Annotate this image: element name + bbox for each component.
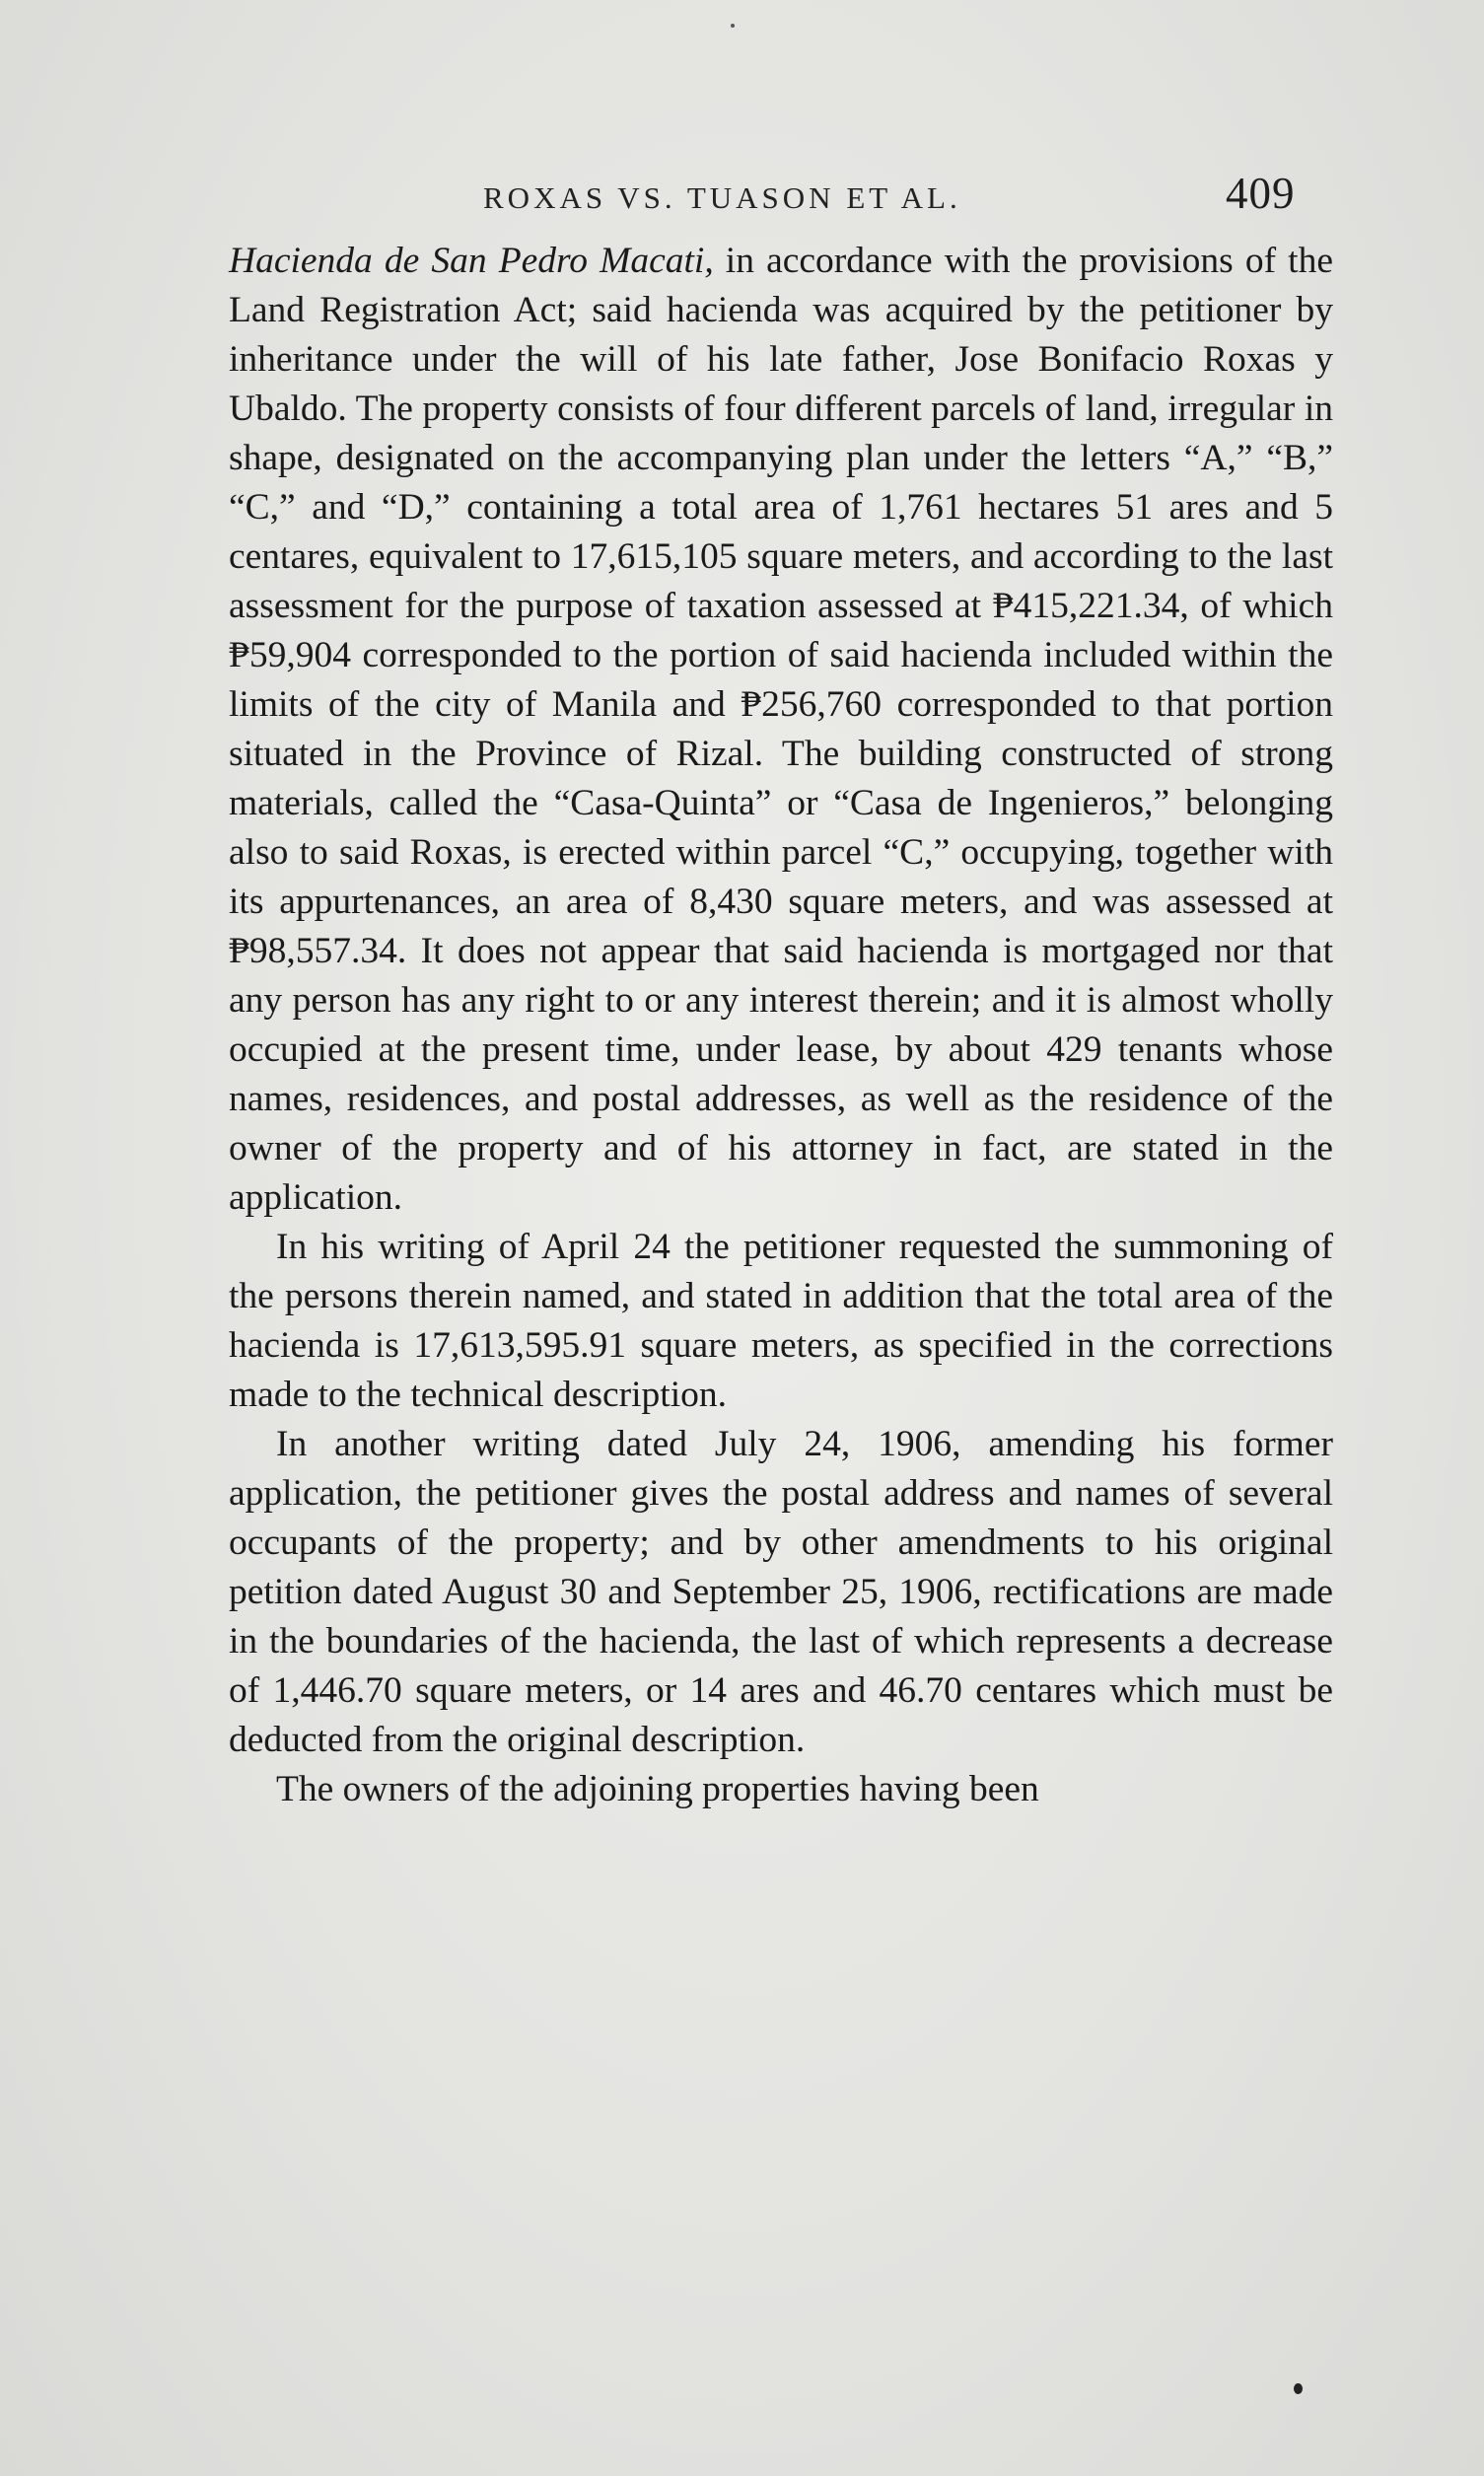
paragraph-2: In his writing of April 24 the petitioner requested the summoning of the persons therein named, and stated in addition that the total area of the hacienda is 17,613,595.91 square meters, as specified in the corrections made to the technical description. bbox=[229, 1227, 1333, 1415]
paragraph-1-text: in accordance with the provisions of the Land Registration Act; said hacienda was acquired by the petitioner by inheritance under the will of his late father, Jose Bonifacio Roxas y Ubaldo. The property consists of four different parcels of land, irregular in shape, designated on the accompanying plan under the letters “A,” “B,” “C,” and “D,” containing a total area of 1,761 hectares 51 ares and 5 centares, equivalent to 17,615,105 square meters, and according to the last assessment for the purpose of taxation assessed at ₱415,221.34, of which ₱59,904 corresponded to the portion of said hacienda included within the limits of the city of Manila and ₱256,760 corresponded to that portion situated in the Province of Rizal. The building constructed of strong materials, called the “Casa-Quinta” or “Casa de Ingenieros,” belonging also to said Roxas, is erected within parcel “C,” occupying, together with its appurtenances, an area of 8,430 square meters, and was assessed at ₱98,557.34. It does not appear that said hacienda is mortgaged nor that any person has any right to or any interest therein; and it is almost wholly occupied at the present time, under lease, by about 429 tenants whose names, residences, and postal addresses, as well as the residence of the owner of the property and of his attorney in fact, are stated in the application. bbox=[229, 241, 1333, 1218]
ink-speck bbox=[731, 24, 735, 28]
paragraph-1-italic-lead: Hacienda de San Pedro Macati, bbox=[229, 241, 714, 281]
paragraph-3: In another writing dated July 24, 1906, amending his former application, the petitioner gives the postal address and names of several occupants of the property; and by other amendments to his original petition dated August 30 and September 25, 1906, rectifications are made in the boundaries of the hacienda, the last of which represents a decrease of 1,446.70 square meters, or 14 ares and 46.70 centares which must be deducted from the original description. bbox=[229, 1424, 1333, 1760]
paragraph-1 bbox=[229, 237, 1333, 1223]
running-title: ROXAS VS. TUASON ET AL. bbox=[483, 180, 961, 215]
page-number: 409 bbox=[1226, 169, 1296, 218]
ink-speck bbox=[1294, 2383, 1303, 2394]
body-text bbox=[229, 237, 1333, 1814]
paragraph-4: The owners of the adjoining properties having been bbox=[276, 1769, 1039, 1809]
